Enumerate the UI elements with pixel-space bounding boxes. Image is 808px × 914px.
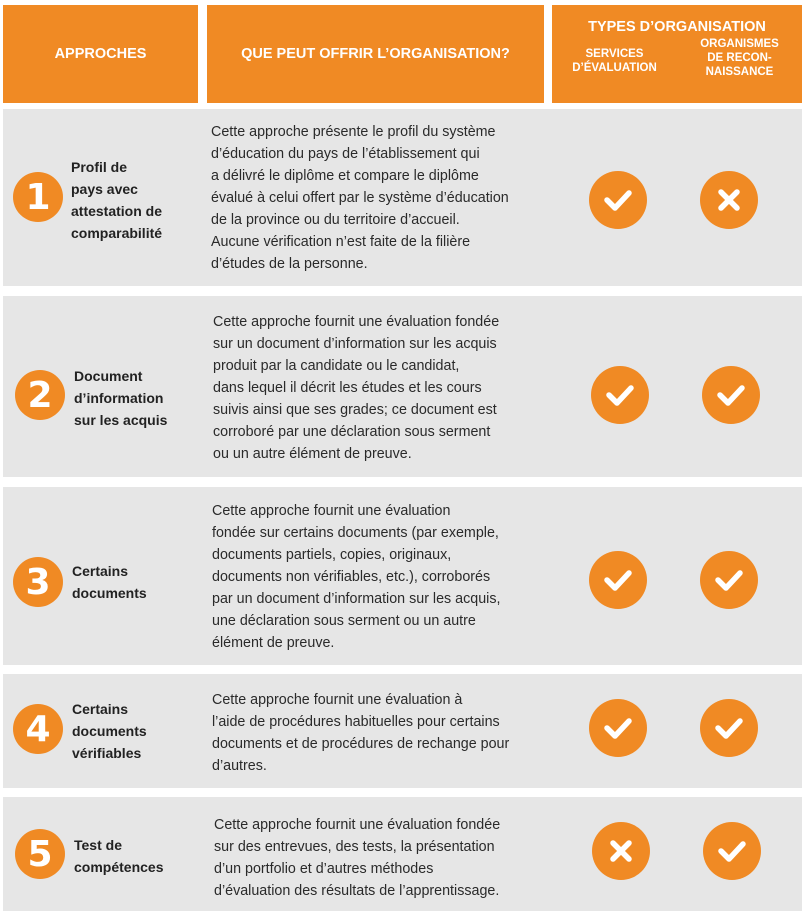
- services-check-icon: [589, 551, 647, 609]
- organismes-cross-icon: [700, 171, 758, 229]
- row-title: Certains documents vérifiables: [72, 701, 147, 761]
- header-sub-services: SERVICES D’ÉVALUATION: [572, 48, 657, 74]
- services-check-icon: [589, 171, 647, 229]
- row-description: Cette approche fournit une évaluation fondée sur certains documents (par exemple, documents partiels, copies, originaux, documents non vérifiables, etc.), corroborés par un document d’information sur les acquis, une déclaration sous serment ou un autre élément de preuve.: [212, 503, 501, 651]
- header-approaches-label: APPROCHES: [54, 46, 147, 62]
- table-row: [3, 109, 802, 286]
- row-description: Cette approche présente le profil du système d’éducation du pays de l’établissement qui a délivré le diplôme et compare le diplôme évalué à celui offert par le système d’éducation de la province ou du territoire d’accueil. Aucune vérification n’est faite de la filière d’études de la personne.: [211, 124, 509, 272]
- table-row: [3, 797, 802, 911]
- row-number-badge: 5: [15, 829, 65, 879]
- services-check-icon: [591, 366, 649, 424]
- table-row: [3, 487, 802, 665]
- table-row: [3, 296, 802, 477]
- organismes-check-icon: [700, 699, 758, 757]
- organismes-check-icon: [703, 822, 761, 880]
- row-title: Document d’information sur les acquis: [74, 368, 168, 428]
- header-offer-label: QUE PEUT OFFRIR L’ORGANISATION?: [241, 46, 510, 62]
- header-types-label: TYPES D’ORGANISATION: [588, 19, 766, 35]
- header-approaches: [3, 5, 198, 103]
- row-number-badge: 1: [13, 172, 63, 222]
- organismes-check-icon: [700, 551, 758, 609]
- services-check-icon: [589, 699, 647, 757]
- header-types: [552, 5, 802, 103]
- row-number-badge: 4: [13, 704, 63, 754]
- organismes-check-icon: [702, 366, 760, 424]
- row-description: Cette approche fournit une évaluation fondée sur un document d’information sur les acquis produit par la candidate ou le candidat, dans lequel il décrit les études et les cours suivis ainsi que ses grades; ce document est corroboré par une déclaration sous serment ou un autre élément de preuve.: [213, 314, 500, 462]
- row-title: Profil de pays avec attestation de comparabilité: [71, 159, 163, 241]
- row-title: Certains documents: [72, 563, 147, 601]
- row-title: Test de compétences: [74, 837, 164, 875]
- services-cross-icon: [592, 822, 650, 880]
- table-row: [3, 674, 802, 788]
- row-description: Cette approche fournit une évaluation à l’aide de procédures habituelles pour certains documents et de procédures de rechange pour d’autres.: [212, 692, 510, 774]
- header-sub-organismes: ORGANISMES DE RECON- NAISSANCE: [700, 38, 779, 78]
- row-number-badge: 2: [15, 370, 65, 420]
- row-number-badge: 3: [13, 557, 63, 607]
- header-offer: [207, 5, 544, 103]
- row-description: Cette approche fournit une évaluation fondée sur des entrevues, des tests, la présentation d’un portfolio et d’autres méthodes d’évaluation des résultats de l’apprentissage.: [214, 817, 501, 899]
